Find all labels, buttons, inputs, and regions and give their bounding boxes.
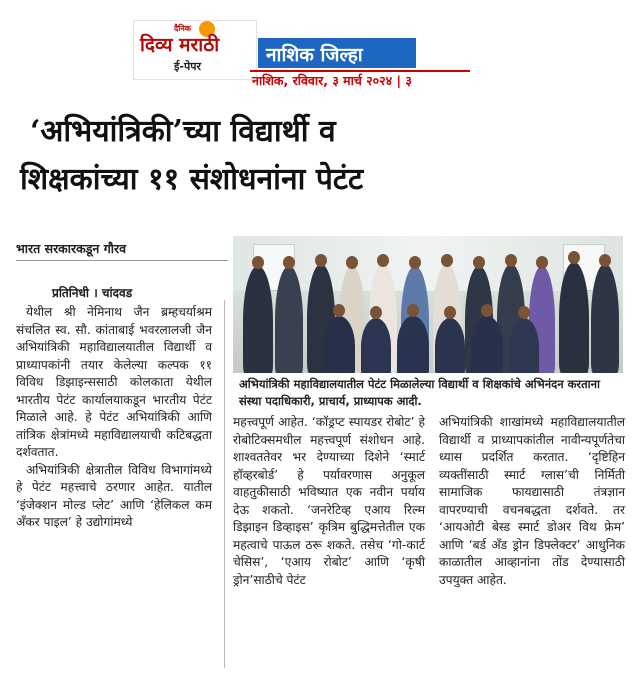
column-divider <box>224 300 225 668</box>
paragraph: अभियांत्रिकी क्षेत्रातील विविध विभागांमध्ये हे पेटंट महत्त्वाचे ठरणार आहेत. यातील ‘इंजेक्शन मोल्ड प्लेट’ आणि ‘हेलिकल कम अँकर पाइल’ हे उद्योगांमध्ये <box>16 462 212 529</box>
kicker: भारत सरकारकडून गौरव <box>16 241 127 256</box>
person-head <box>409 256 421 269</box>
person-head <box>599 254 611 267</box>
person-head <box>444 306 456 319</box>
dateline: नाशिक, रविवार, ३ मार्च २०२४ | ३ <box>252 73 412 88</box>
section-badge[interactable] <box>258 38 416 68</box>
person-figure <box>509 318 539 373</box>
person-head <box>518 306 530 319</box>
paragraph: महत्त्वपूर्ण आहेत. ‘कॉड्रप्ट स्पायडर रोबोट’ हे रोबोटिक्समधील महत्त्वपूर्ण संशोधन आहे. शाश्वततेवर भर देण्याच्या दिशेने ‘स्मार्ट हॉव्हरबोर्ड’ हे पर्यावरणास अनुकूल वाहतुकीसाठी भविष्यात एक नवीन पर्याय देऊ शकतो. ‘जनरेटिव्ह एआय रिल्म डिझाइन डिव्हाइस’ कृत्रिम बुद्धिमत्तेतील एक महत्वाचे पाऊल ठरू शकते. तसेच ‘गो-कार्ट चेसिस’, ‘एआय रोबोट’ आणि ‘कृषी ड्रोन’साठीचे पेटंट <box>233 415 425 587</box>
person-figure <box>591 264 619 373</box>
person-head <box>473 256 485 269</box>
person-head <box>346 256 358 269</box>
photo-caption: अभियांत्रिकी महाविद्यालयातील पेटंट मिळालेल्या विद्यार्थी व शिक्षकांचे अभिनंदन करताना संस्था पदाधिकारी, प्राचार्य, प्राध्यापक आदी. <box>239 377 601 408</box>
brand-subtitle: ई-पेपर <box>174 60 201 73</box>
brand-small-text: दैनिक <box>174 24 191 33</box>
kicker-divider <box>16 260 228 261</box>
paragraph: अभियांत्रिकी शाखांमध्ये महाविद्यालयातील विद्यार्थी व प्राध्यापकांतील नावीन्यपूर्णतेचा ध्यास प्रदर्शित करतात. ‘दृष्टिहिन व्यक्तींसाठी स्मार्ट ग्लास’ची निर्मिती सामाजिक फायद्यासाठी तंत्रज्ञान वापरण्याची वचनबद्धता दर्शवते. तर ‘आयओटी बेस्ड स्मार्ट डोअर विथ फ्रेम’ आणि ‘बर्ड अँड ड्रोन डिफ्लेक्टर’ आधुनिक काळातील आव्हानांना तोंड देण्यासाठी उपयुक्त आहेत. <box>439 415 625 587</box>
paragraph: येथील श्री नेमिनाथ जैन ब्रम्हचर्याश्रम संचलित स्व. सौ. कांताबाई भवरलालजी जैन अभियांत्रिकी महाविद्यालयातील विद्यार्थी व प्राध्यापकांनी तयार केलेल्या कल्पक ११ विविध डिझाइन्ससाठी कोलकाता येथील भारतीय पेटंट कार्यालयाकडून भारतीय पेटंट मिळाले आहे. हे पेटंट अभियांत्रिकी आणि तांत्रिक क्षेत्रांमध्ये महाविद्यालयाची कटिबद्धता दर्शवतात. <box>16 305 212 459</box>
person-head <box>568 251 580 264</box>
person-figure <box>559 262 589 373</box>
person-head <box>283 256 295 269</box>
headline-line-2: शिक्षकांच्या ११ संशोधनांना पेटंट <box>20 162 364 197</box>
section-name: नाशिक जिल्हा <box>266 44 363 66</box>
person-head <box>441 254 453 267</box>
person-head <box>505 254 517 267</box>
group-photo <box>233 236 623 373</box>
person-head <box>377 254 389 267</box>
article-column-3 <box>439 414 625 589</box>
person-head <box>536 256 548 269</box>
person-head <box>481 304 493 317</box>
person-figure <box>397 316 429 373</box>
headline-line-1: ‘अभियांत्रिकी’च्या विद्यार्थी व <box>30 114 336 149</box>
person-figure <box>471 316 503 373</box>
person-head <box>407 304 419 317</box>
masthead <box>0 0 635 100</box>
brand-logo[interactable] <box>133 20 257 80</box>
person-head <box>333 304 345 317</box>
byline: प्रतिनिधी । चांदवड <box>52 286 133 300</box>
brand-name: दिव्य मराठी <box>140 34 220 56</box>
article-column-2 <box>233 414 425 589</box>
person-figure <box>323 316 355 373</box>
person-figure <box>275 266 303 373</box>
person-head <box>315 254 327 267</box>
person-figure <box>435 318 465 373</box>
person-figure <box>361 318 391 373</box>
person-head <box>370 306 382 319</box>
article-column-1 <box>16 304 212 532</box>
person-head <box>252 256 264 269</box>
person-figure <box>243 266 273 373</box>
